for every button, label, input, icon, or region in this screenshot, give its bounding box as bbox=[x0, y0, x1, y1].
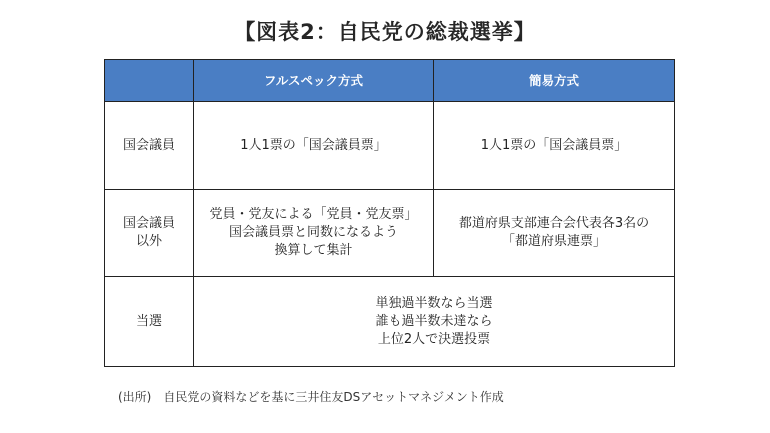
cell-line: 「都道府県連票」 bbox=[501, 234, 606, 249]
cell-line: 都道府県支部連合会代表各3名の bbox=[458, 216, 650, 231]
cell-line: 上位2人で決選投票 bbox=[377, 331, 491, 347]
cell-line: 1人1票の「国会議員票」 bbox=[480, 137, 628, 153]
header-full-spec: フルスペック方式 bbox=[194, 60, 434, 102]
table-row bbox=[105, 102, 675, 190]
cell-line: 党員・党友による「党員・党友票」 bbox=[209, 207, 418, 222]
cell-full-spec-non-diet bbox=[194, 190, 434, 277]
cell-line: 以外 bbox=[135, 234, 162, 249]
row-label-non-diet bbox=[105, 190, 194, 277]
table-row bbox=[105, 277, 675, 367]
table-row bbox=[105, 190, 675, 277]
cell-line: 1人1票の「国会議員票」 bbox=[240, 137, 387, 153]
cell-line: 誰も過半数未達なら bbox=[375, 313, 493, 329]
header-simple: 簡易方式 bbox=[434, 60, 675, 102]
header-corner-cell bbox=[105, 60, 194, 102]
cell-line: 国会議員 bbox=[122, 216, 175, 231]
cell-line: 当選 bbox=[135, 313, 162, 329]
cell-full-spec-diet bbox=[194, 102, 434, 190]
source-note: (出所) 自民党の資料などを基に三井住友DSアセットマネジメント作成 bbox=[118, 390, 504, 404]
row-label-election bbox=[105, 277, 194, 367]
cell-simple-diet bbox=[434, 102, 675, 190]
cell-line: 単独過半数なら当選 bbox=[375, 295, 493, 311]
cell-simple-non-diet bbox=[434, 190, 675, 277]
page-title: 【図表2：自民党の総裁選挙】 bbox=[234, 20, 536, 44]
table-header-row bbox=[105, 60, 675, 102]
cell-line: 換算して集計 bbox=[274, 243, 353, 258]
comparison-table bbox=[104, 59, 675, 367]
cell-line: 国会議員 bbox=[122, 137, 175, 153]
cell-election-rule bbox=[194, 277, 675, 367]
cell-line: 国会議員票と同数になるよう bbox=[228, 225, 398, 240]
row-label-diet-members bbox=[105, 102, 194, 190]
